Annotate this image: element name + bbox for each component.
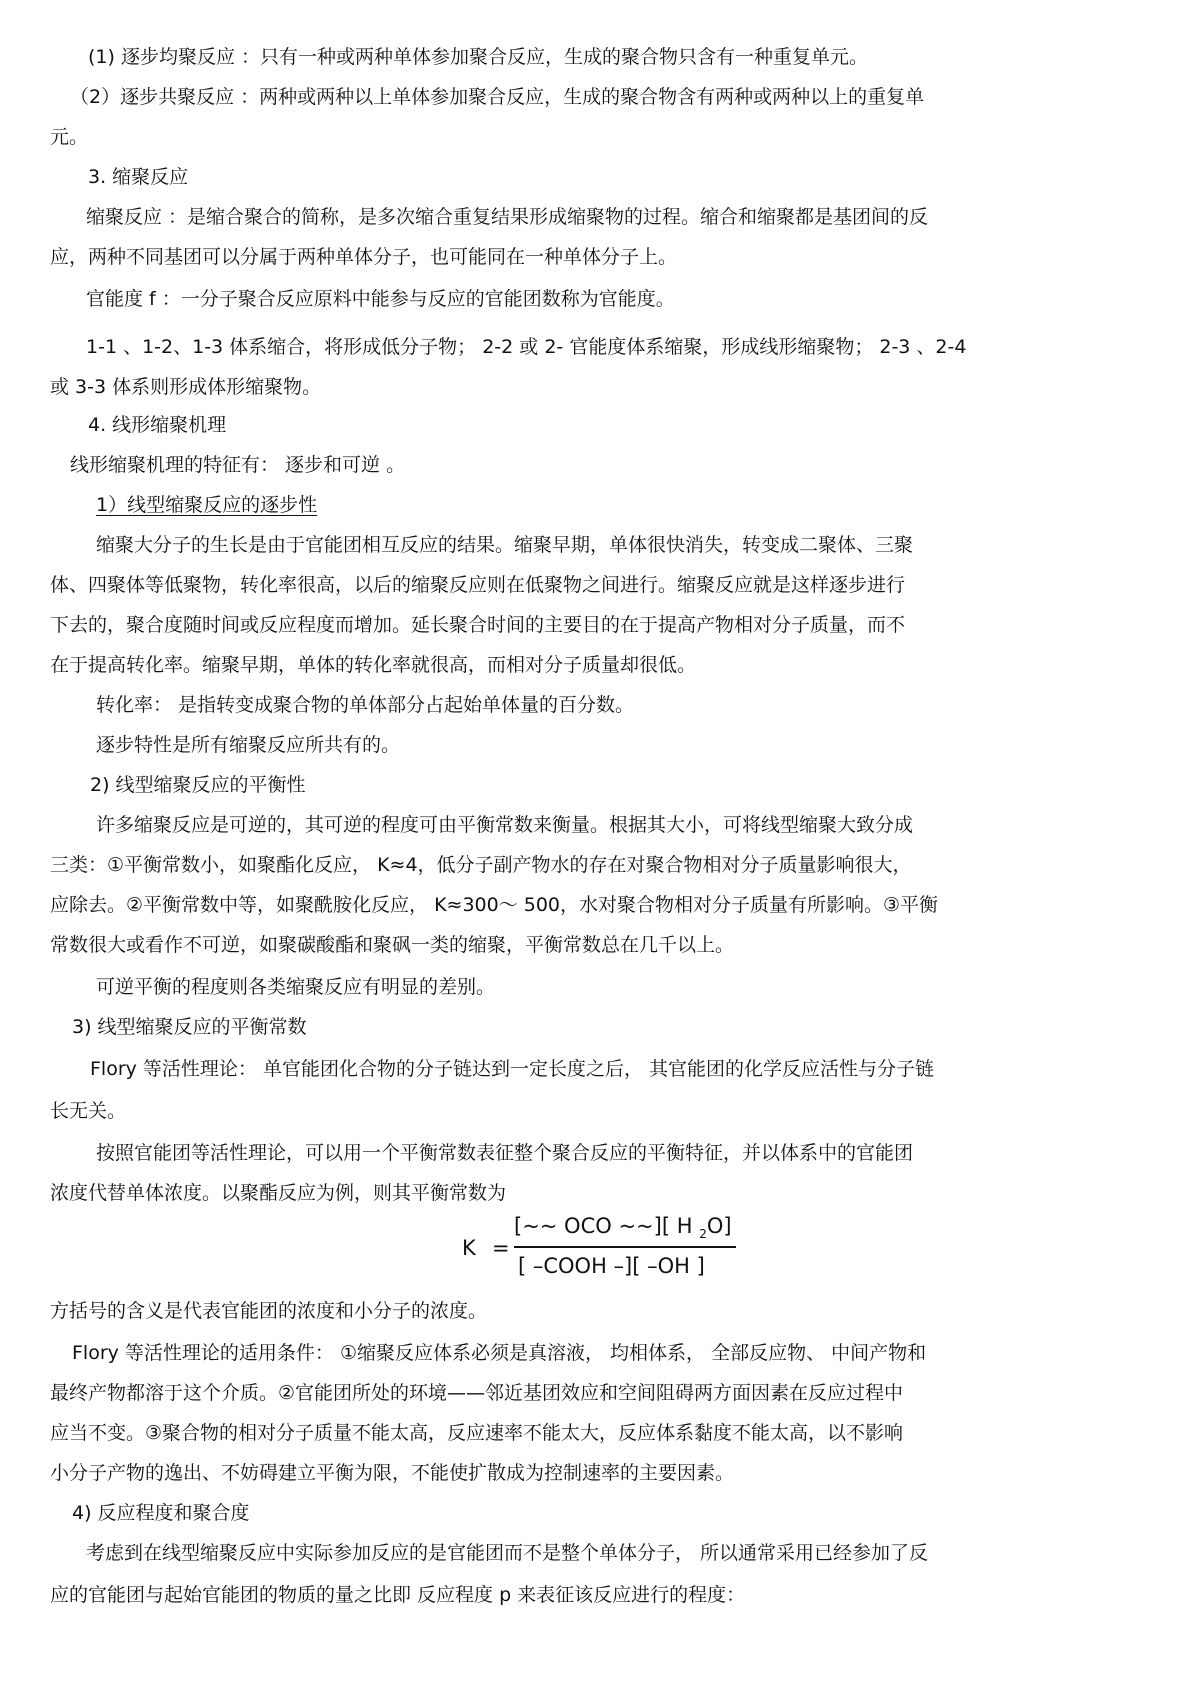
formula-denominator: [ –COOH –][ –OH ] bbox=[518, 1254, 705, 1278]
text-line-26: Flory 等活性理论： 单官能团化合物的分子链达到一定长度之后， 其官能团的化学反应活性与分子链 bbox=[90, 1058, 935, 1080]
text-line-17: 转化率： 是指转变成聚合物的单体部分占起始单体量的百分数。 bbox=[96, 694, 635, 716]
text-line-20: 许多缩聚反应是可逆的，其可逆的程度可由平衡常数来衡量。根据其大小，可将线型缩聚大致分成 bbox=[96, 814, 914, 836]
text-line-5: 缩聚反应 ：是缩合聚合的简称，是多次缩合重复结果形成缩聚物的过程。缩合和缩聚都是基团间的反 bbox=[86, 206, 929, 228]
text-line-13: 缩聚大分子的生长是由于官能团相互反应的结果。缩聚早期，单体很快消失，转变成二聚体、三聚 bbox=[96, 534, 914, 556]
subheading-3: 3) 线型缩聚反应的平衡常数 bbox=[72, 1016, 307, 1038]
text-line-8: 1-1 、1-2、1-3 体系缩合，将形成低分子物； 2-2 或 2- 官能度体系缩聚，形成线形缩聚物； 2-3 、2-4 bbox=[86, 336, 967, 358]
subheading-4: 4) 反应程度和聚合度 bbox=[72, 1502, 250, 1524]
text-line-27: 长无关。 bbox=[50, 1100, 127, 1122]
text-line-32: 最终产物都溶于这个介质。②官能团所处的环境——邻近基团效应和空间阻碍两方面因素在反应过程中 bbox=[50, 1382, 904, 1404]
section-heading-3: 3. 缩聚反应 bbox=[88, 166, 189, 188]
text-line-31: Flory 等活性理论的适用条件： ①缩聚反应体系必须是真溶液， 均相体系， 全部反应物、 中间产物和 bbox=[72, 1342, 927, 1364]
formula-lhs: K bbox=[462, 1236, 476, 1260]
text-line-21: 三类：①平衡常数小，如聚酯化反应， K≈4，低分子副产物水的存在对聚合物相对分子质量影响很大， bbox=[50, 854, 912, 876]
subheading-1: 1）线型缩聚反应的逐步性 bbox=[96, 494, 318, 516]
text-line-3: 元。 bbox=[50, 126, 89, 148]
text-line-15: 下去的，聚合度随时间或反应程度而增加。延长聚合时间的主要目的在于提高产物相对分子质量，而不 bbox=[50, 614, 906, 636]
section-heading-4: 4. 线形缩聚机理 bbox=[88, 414, 227, 436]
text-line-22: 应除去。②平衡常数中等，如聚酰胺化反应， K≈300～ 500，水对聚合物相对分子质量有所影响。③平衡 bbox=[50, 894, 939, 916]
subheading-2: 2) 线型缩聚反应的平衡性 bbox=[90, 774, 306, 796]
text-line-18: 逐步特性是所有缩聚反应所共有的。 bbox=[96, 734, 401, 756]
fraction-bar bbox=[514, 1246, 736, 1248]
text-line-33: 应当不变。③聚合物的相对分子质量不能太高，反应速率不能太大，反应体系黏度不能太高，以不影响 bbox=[50, 1422, 904, 1444]
text-line-29: 浓度代替单体浓度。以聚酯反应为例，则其平衡常数为 bbox=[50, 1182, 507, 1204]
text-line-24: 可逆平衡的程度则各类缩聚反应有明显的差别。 bbox=[96, 976, 496, 998]
text-line-34: 小分子产物的逸出、不妨碍建立平衡为限，不能使扩散成为控制速率的主要因素。 bbox=[50, 1462, 735, 1484]
text-line-2: （2）逐步共聚反应 ：两种或两种以上单体参加聚合反应，生成的聚合物含有两种或两种以上的重复单 bbox=[70, 86, 925, 108]
equilibrium-constant-formula bbox=[462, 1210, 762, 1290]
text-line-37: 应的官能团与起始官能团的物质的量之比即 反应程度 p 来表征该反应进行的程度： bbox=[50, 1584, 746, 1606]
text-line-9: 或 3-3 体系则形成体形缩聚物。 bbox=[50, 376, 322, 398]
text-line-30: 方括号的含义是代表官能团的浓度和小分子的浓度。 bbox=[50, 1300, 488, 1322]
formula-numerator: [~~ OCO ~~][ H $_2$O] bbox=[514, 1214, 732, 1242]
formula-equals: = bbox=[492, 1236, 510, 1260]
text-line-7: 官能度 f ：一分子聚合反应原料中能参与反应的官能团数称为官能度。 bbox=[86, 288, 675, 310]
text-line-23: 常数很大或看作不可逆，如聚碳酸酯和聚砜一类的缩聚，平衡常数总在几千以上。 bbox=[50, 934, 735, 956]
text-line-14: 体、四聚体等低聚物，转化率很高，以后的缩聚反应则在低聚物之间进行。缩聚反应就是这样逐步进行 bbox=[50, 574, 906, 596]
text-line-6: 应，两种不同基团可以分属于两种单体分子，也可能同在一种单体分子上。 bbox=[50, 246, 678, 268]
text-line-16: 在于提高转化率。缩聚早期，单体的转化率就很高，而相对分子质量却很低。 bbox=[50, 654, 697, 676]
text-line-1: (1) 逐步均聚反应 ：只有一种或两种单体参加聚合反应，生成的聚合物只含有一种重复单元。 bbox=[88, 46, 868, 68]
text-line-28: 按照官能团等活性理论，可以用一个平衡常数表征整个聚合反应的平衡特征，并以体系中的官能团 bbox=[96, 1142, 914, 1164]
text-line-36: 考虑到在线型缩聚反应中实际参加反应的是官能团而不是整个单体分子， 所以通常采用已经参加了反 bbox=[86, 1542, 929, 1564]
text-line-11: 线形缩聚机理的特征有： 逐步和可逆 。 bbox=[70, 454, 406, 476]
